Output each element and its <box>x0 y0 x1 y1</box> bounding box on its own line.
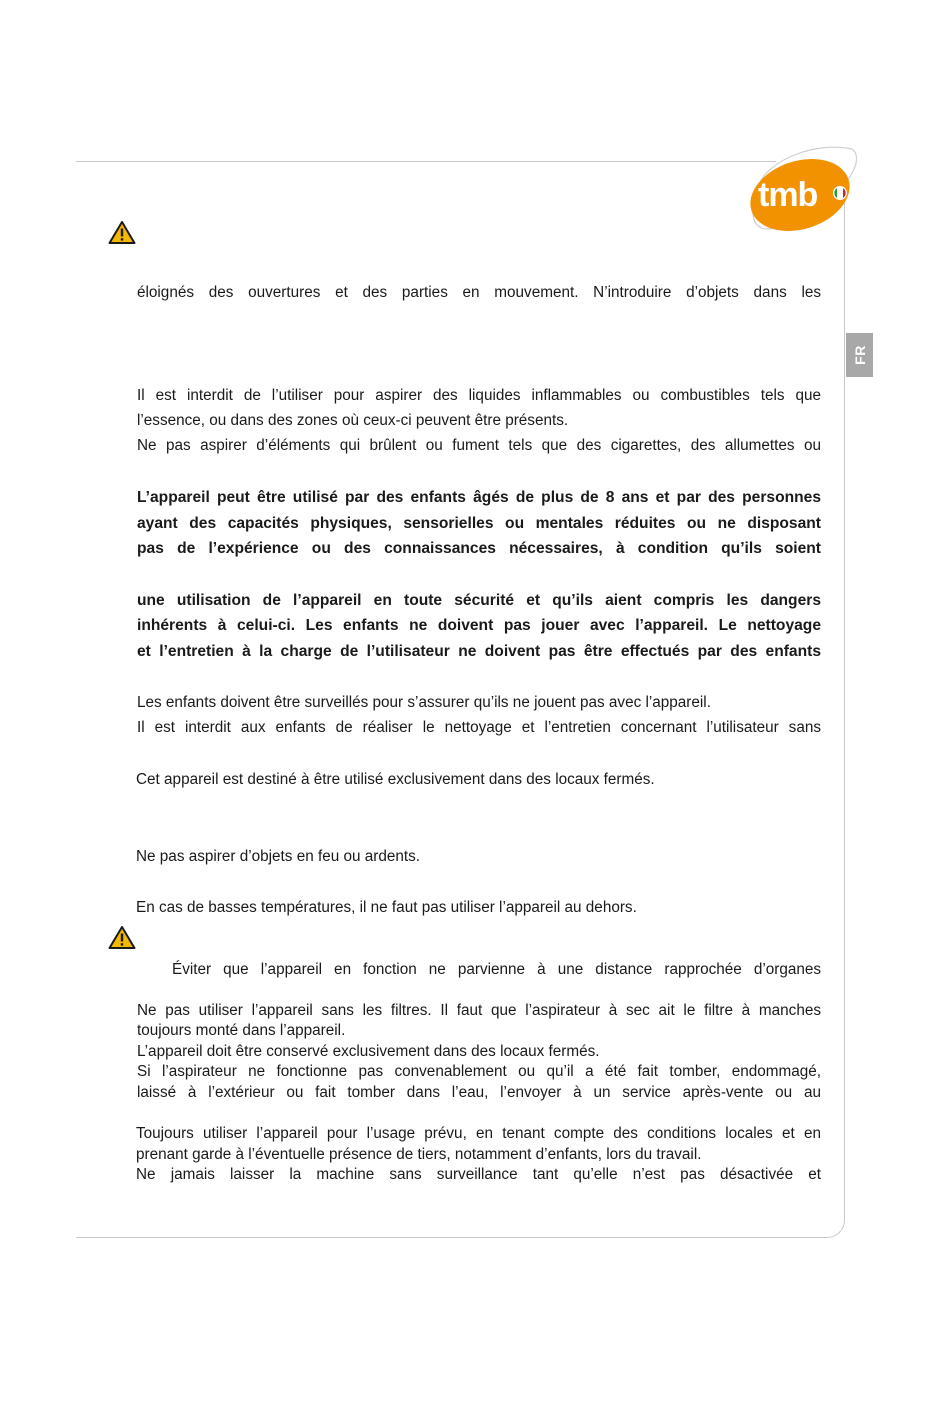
bold-text-line: et l’entretien à la charge de l’utilisateur ne doivent pas être effectués par des enfants <box>137 643 821 660</box>
frame-corner <box>810 1203 845 1238</box>
text-line: Cet appareil est destiné à être utilisé exclusivement dans des locaux fermés. <box>136 771 655 788</box>
text-line: En cas de basses températures, il ne faut pas utiliser l’appareil au dehors. <box>136 899 637 916</box>
text-line: Les enfants doivent être surveillés pour s’assurer qu’ils ne jouent pas avec l’appareil. <box>137 694 711 711</box>
text-line: prenant garde à l’éventuelle présence de tiers, notamment d’enfants, lors du travail. <box>136 1146 702 1163</box>
text-line: Toujours utiliser l’appareil pour l’usage prévu, en tenant compte des conditions locales et en <box>136 1125 821 1142</box>
top-rule <box>76 161 776 162</box>
text-line: Il est interdit de l’utiliser pour aspirer des liquides inflammables ou combustibles tels que <box>137 387 821 404</box>
warning-icon <box>108 220 136 245</box>
text-line: laissé à l’extérieur ou fait tomber dans l’eau, l’envoyer à un service après-vente ou au <box>137 1084 821 1101</box>
bold-text-line: inhérents à celui-ci. Les enfants ne doivent pas jouer avec l’appareil. Le nettoyage <box>137 617 821 634</box>
text-line: toujours monté dans l’appareil. <box>137 1022 346 1039</box>
bold-text-line: une utilisation de l’appareil en toute sécurité et qu’ils aient compris les dangers <box>137 592 821 609</box>
right-rule <box>844 200 845 1222</box>
text-line: L’appareil doit être conservé exclusivement dans des locaux fermés. <box>137 1043 600 1060</box>
text-line: Ne pas utiliser l’appareil sans les filtres. Il faut que l’aspirateur à sec ait le filtre à manches <box>137 1002 821 1019</box>
bold-text-line: L’appareil peut être utilisé par des enfants âgés de plus de 8 ans et par des personnes <box>137 489 821 506</box>
bold-text-line: ayant des capacités physiques, sensorielles ou mentales réduites ou ne disposant <box>137 515 821 532</box>
text-line: éloignés des ouvertures et des parties en mouvement. N’introduire d’objets dans les <box>137 284 821 301</box>
svg-text:tmb: tmb <box>758 176 818 214</box>
text-line: Si l’aspirateur ne fonctionne pas convenablement ou qu’il a été fait tomber, endommagé, <box>137 1063 821 1080</box>
text-line: Ne pas aspirer d’éléments qui brûlent ou fument tels que des cigarettes, des allumettes ou <box>137 437 821 454</box>
bottom-rule <box>76 1237 828 1238</box>
warning-icon <box>108 925 136 950</box>
text-line: Éviter que l’appareil en fonction ne parvienne à une distance rapprochée d’organes <box>172 961 821 978</box>
text-line: Il est interdit aux enfants de réaliser le nettoyage et l’entretien concernant l’utilisateur sans <box>137 719 821 736</box>
tmb-logo <box>744 143 862 233</box>
language-label: FR <box>851 345 868 365</box>
bold-text-line: pas de l’expérience ou des connaissances nécessaires, à condition qu’ils soient <box>137 540 821 557</box>
text-line: Ne jamais laisser la machine sans surveillance tant qu’elle n’est pas désactivée et <box>136 1166 821 1183</box>
language-tab <box>846 333 873 377</box>
text-line: Ne pas aspirer d’objets en feu ou ardents. <box>136 848 421 865</box>
text-line: l’essence, ou dans des zones où ceux-ci peuvent être présents. <box>137 412 569 429</box>
